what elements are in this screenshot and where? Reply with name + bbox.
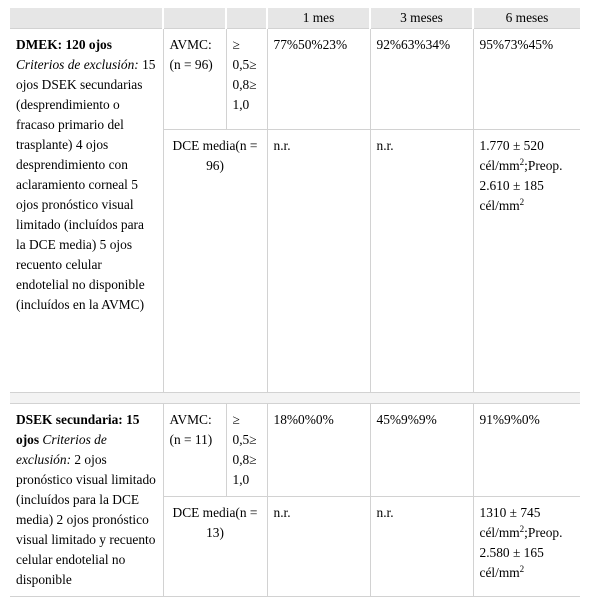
dce-value-b: ;Preop. 2.610 ± 185 cél/mm bbox=[479, 158, 563, 213]
group-title: DSEK secundaria: 15 ojos bbox=[16, 412, 140, 447]
criteria-text: 2 ojos pronóstico visual limitado (incluídos para la DCE media) 2 ojos pronóstico visual limitado y recuento celular endotelial no disponible bbox=[16, 452, 156, 587]
avmc-label: AVMC: (n = 96) bbox=[163, 29, 226, 130]
dce-3-meses: n.r. bbox=[370, 497, 473, 597]
avmc-label: AVMC: (n = 11) bbox=[163, 404, 226, 497]
superscript: 2 bbox=[519, 564, 525, 574]
group-description bbox=[10, 29, 163, 393]
criteria-text: 15 ojos DSEK secundarias (desprendimiento o fracaso primario del trasplante) 4 ojos desprendimiento con aclaramiento corneal 5 ojos pronóstico visual limitado (incluídos para la DCE media) 5 ojos recuento celular endotelial no disponible (incluídos en la AVMC) bbox=[16, 57, 156, 312]
avmc-3-meses: 92%63%34% bbox=[370, 29, 473, 130]
group-title: DMEK: 120 ojos bbox=[16, 37, 112, 52]
avmc-6-meses: 95%73%45% bbox=[473, 29, 580, 130]
results-table bbox=[10, 8, 580, 597]
dce-1-mes: n.r. bbox=[267, 130, 370, 393]
dce-3-meses: n.r. bbox=[370, 130, 473, 393]
dce-value-a: 1.770 ± 520 cél/mm bbox=[479, 138, 544, 173]
avmc-1-mes: 77%50%23% bbox=[267, 29, 370, 130]
spacer-row bbox=[10, 393, 580, 404]
header-1-mes: 1 mes bbox=[267, 8, 370, 29]
criteria-label: Criterios de exclusión: bbox=[16, 57, 139, 72]
avmc-thresholds: ≥ 0,5≥ 0,8≥ 1,0 bbox=[226, 404, 267, 497]
dce-1-mes: n.r. bbox=[267, 497, 370, 597]
superscript: 2 bbox=[519, 157, 525, 167]
group-description bbox=[10, 404, 163, 597]
avmc-3-meses: 45%9%9% bbox=[370, 404, 473, 497]
avmc-6-meses: 91%9%0% bbox=[473, 404, 580, 497]
header-6-meses: 6 meses bbox=[473, 8, 580, 29]
avmc-thresholds: ≥ 0,5≥ 0,8≥ 1,0 bbox=[226, 29, 267, 130]
table-header-row bbox=[10, 8, 580, 29]
superscript: 2 bbox=[519, 197, 525, 207]
dce-label: DCE media(n = 13) bbox=[163, 497, 267, 597]
superscript: 2 bbox=[519, 524, 525, 534]
dce-value-b: ;Preop. 2.580 ± 165 cél/mm bbox=[479, 525, 563, 580]
dce-label: DCE media(n = 96) bbox=[163, 130, 267, 393]
header-3-meses: 3 meses bbox=[370, 8, 473, 29]
criteria-label: Criterios de exclusión: bbox=[16, 432, 107, 467]
header-empty bbox=[163, 8, 226, 29]
dce-value-a: 1310 ± 745 cél/mm bbox=[479, 505, 541, 540]
dce-6-meses bbox=[473, 130, 580, 393]
avmc-1-mes: 18%0%0% bbox=[267, 404, 370, 497]
header-empty bbox=[10, 8, 163, 29]
table-row bbox=[10, 29, 580, 130]
table-row bbox=[10, 404, 580, 497]
header-empty bbox=[226, 8, 267, 29]
dce-6-meses bbox=[473, 497, 580, 597]
